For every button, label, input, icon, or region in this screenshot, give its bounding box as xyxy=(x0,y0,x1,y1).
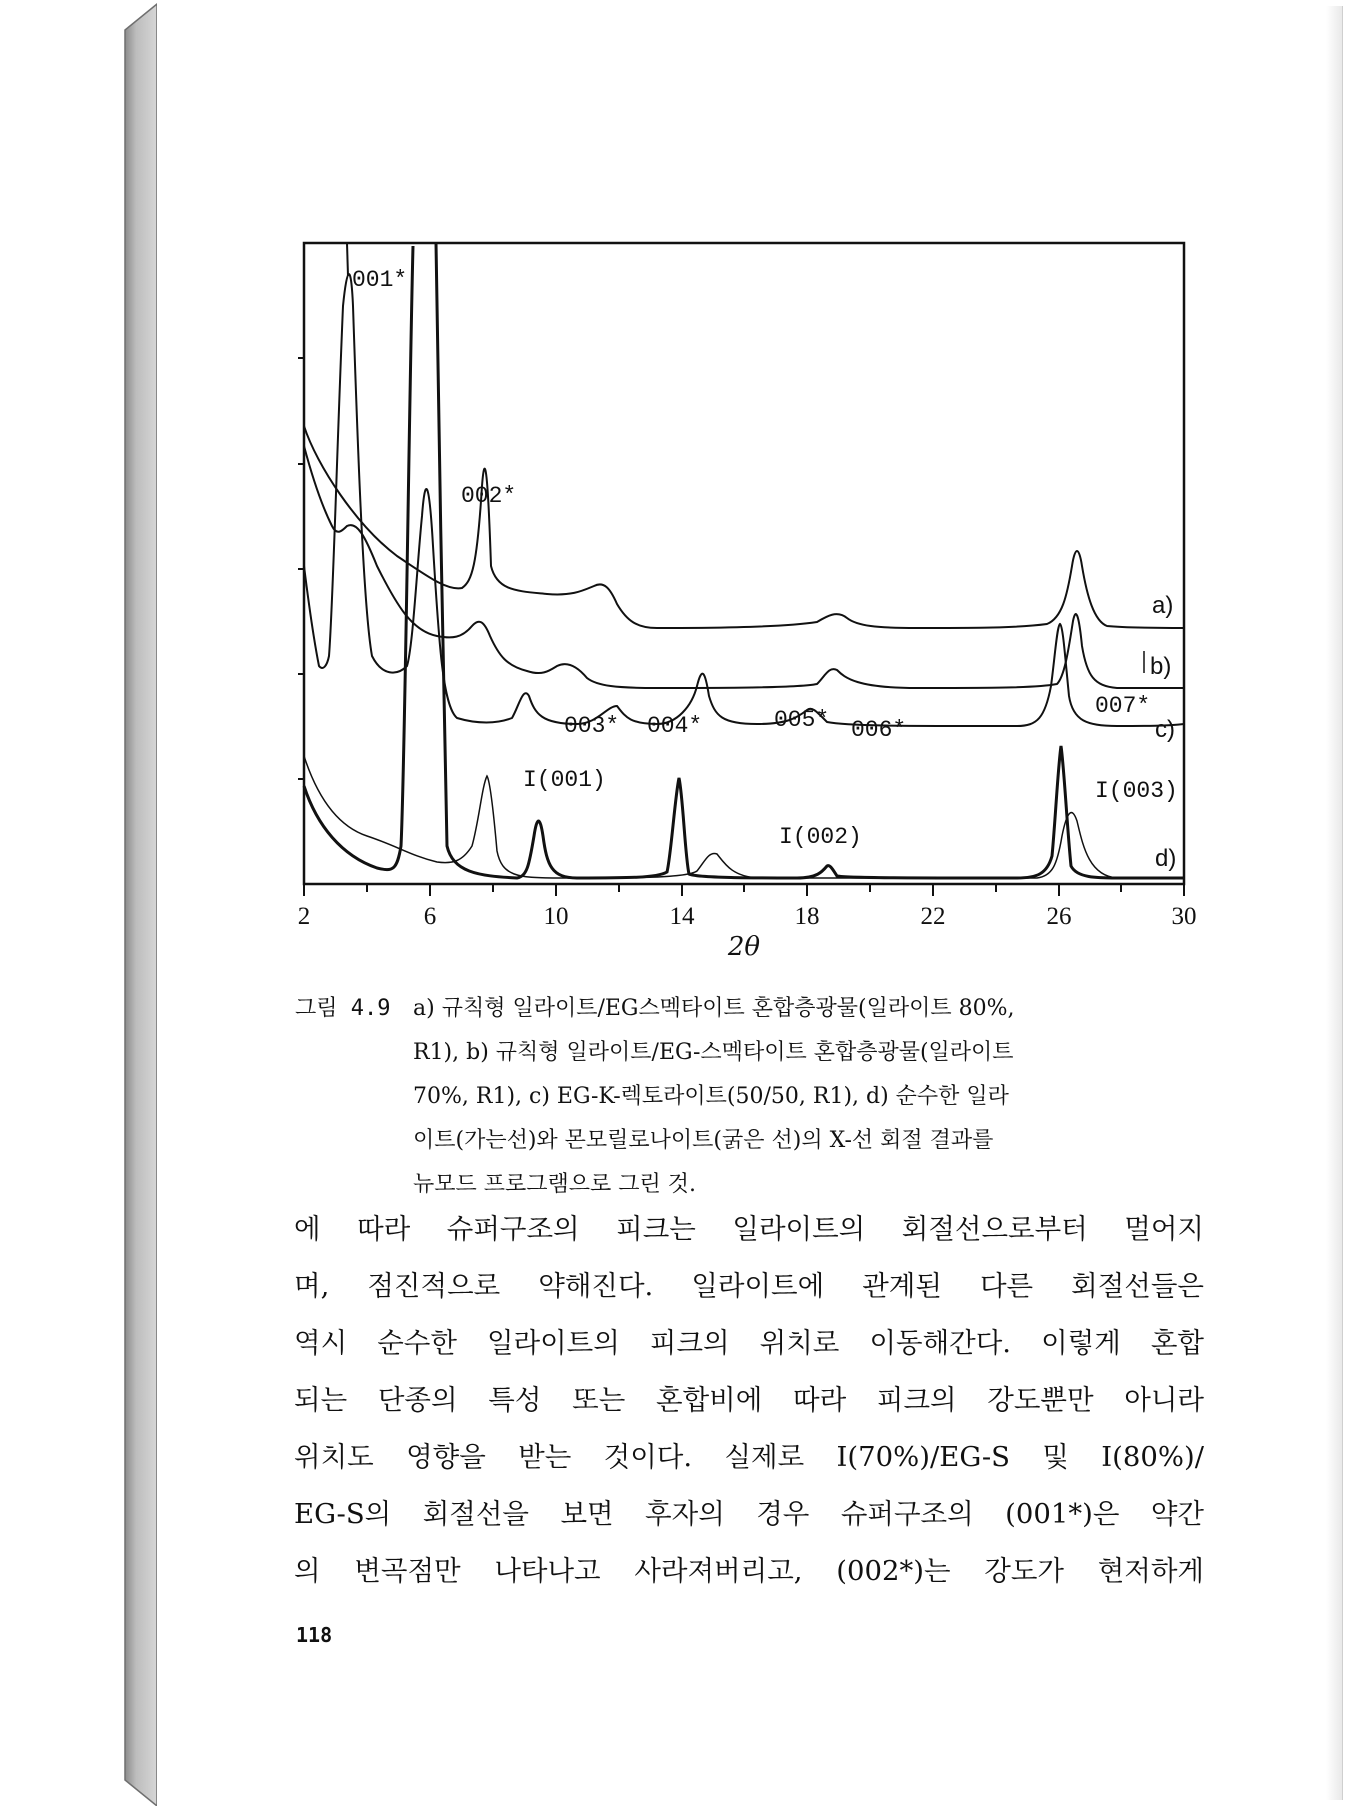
body-line: 며, 점진적으로 약해진다. 일라이트에 관계된 다른 회절선들은 xyxy=(294,1270,1204,1302)
series-labels xyxy=(1144,592,1176,872)
peak-label-006: 006* xyxy=(851,717,907,743)
peak-label-001: 001* xyxy=(352,267,408,293)
series-d-montmorillonite-thick xyxy=(304,243,1184,878)
peak-label-003: 003* xyxy=(564,713,620,739)
body-line: 에 따라 슈퍼구조의 피크는 일라이트의 회절선으로부터 멀어지 xyxy=(294,1213,1204,1245)
peak-label-005: 005* xyxy=(774,707,830,733)
caption-figure-id: 그림 4.9 xyxy=(295,996,391,1021)
x-tick-label: 6 xyxy=(423,903,437,930)
book-page xyxy=(157,6,1343,1800)
x-axis-ticks xyxy=(304,884,1184,896)
series-label-a: a) xyxy=(1152,592,1174,619)
peak-label-i001: I(001) xyxy=(523,767,606,793)
x-tick-labels xyxy=(298,903,1197,930)
caption-text xyxy=(413,987,1263,1207)
x-axis-title: 2θ xyxy=(727,932,761,962)
peak-label-002: 002* xyxy=(461,483,517,509)
x-tick-label: 30 xyxy=(1171,903,1197,930)
series-c-curve xyxy=(304,274,1184,726)
series-b-curve xyxy=(304,446,1184,688)
body-line: 의 변곡점만 나타나고 사라져버리고, (002*)는 강도가 현저하게 xyxy=(294,1555,1204,1587)
peak-001-star-left xyxy=(347,243,348,276)
body-paragraph xyxy=(294,1201,1204,1600)
body-line: 위치도 영향을 받는 것이다. 실제로 I(70%)/EG-S 및 I(80%)/ xyxy=(294,1441,1204,1473)
peak-label-007: 007* xyxy=(1095,693,1151,719)
peak-label-004: 004* xyxy=(647,713,703,739)
series-label-b: b) xyxy=(1150,653,1172,680)
body-line: EG-S의 회절선을 보면 후자의 경우 슈퍼구조의 (001*)은 약간 xyxy=(294,1498,1204,1530)
series-label-d: d) xyxy=(1155,845,1177,872)
x-tick-label: 10 xyxy=(543,903,569,930)
page-number: 118 xyxy=(296,1623,333,1647)
book-spine xyxy=(0,0,157,1806)
x-tick-label: 18 xyxy=(794,903,820,930)
body-line: 역시 순수한 일라이트의 피크의 위치로 이동해간다. 이렇게 혼합 xyxy=(294,1327,1204,1359)
x-tick-label: 22 xyxy=(920,903,946,930)
x-tick-label: 14 xyxy=(669,903,695,930)
caption-line: 70%, R1), c) EG-K-렉토라이트(50/50, R1), d) 순수한 일라 xyxy=(413,1084,1009,1109)
caption-line: 이트(가는선)와 몬모릴로나이트(굵은 선)의 X-선 회절 결과를 xyxy=(413,1128,994,1153)
xrd-figure xyxy=(157,6,1342,966)
caption-line: R1), b) 규칙형 일라이트/EG-스멕타이트 혼합층광물(일라이트 xyxy=(413,1040,1014,1065)
peak-label-i002: I(002) xyxy=(779,824,862,850)
x-tick-label: 26 xyxy=(1046,903,1072,930)
body-line: 되는 단종의 특성 또는 혼합비에 따라 피크의 강도뿐만 아니라 xyxy=(294,1384,1204,1416)
x-tick-label: 2 xyxy=(297,903,311,930)
series-label-c: c) xyxy=(1155,716,1175,743)
caption-line: a) 규칙형 일라이트/EG스멕타이트 혼합층광물(일라이트 80%, xyxy=(413,996,1015,1021)
caption-line: 뉴모드 프로그램으로 그린 것. xyxy=(413,1172,696,1197)
peak-label-i003: I(003) xyxy=(1095,778,1178,804)
plot-frame xyxy=(304,243,1184,884)
